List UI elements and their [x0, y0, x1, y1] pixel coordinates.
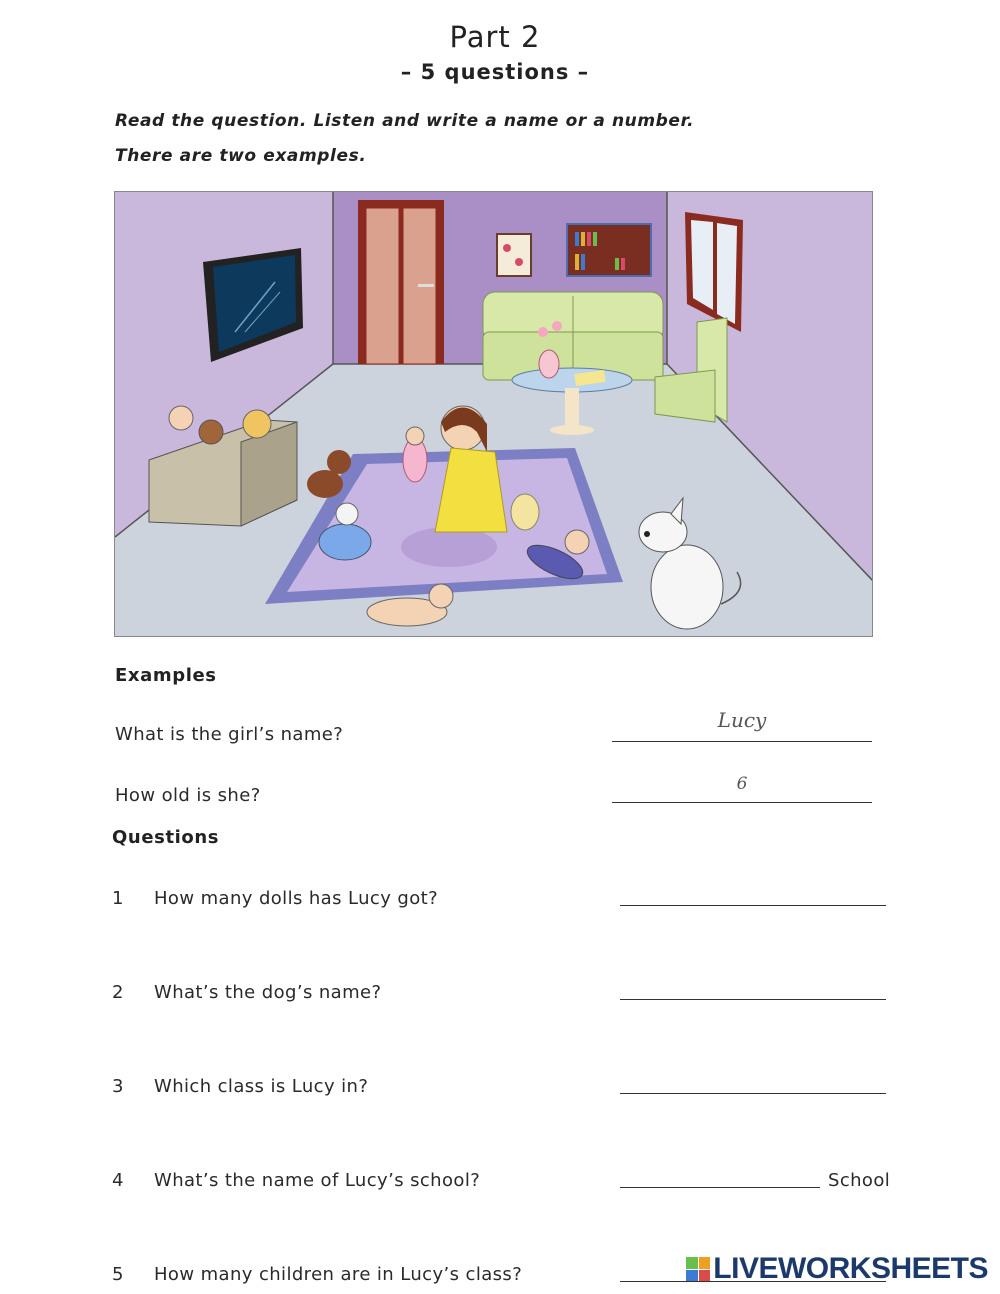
example-answer-1: Lucy — [717, 708, 767, 732]
bookshelf-icon — [567, 224, 651, 276]
liveworksheets-logo-icon — [686, 1257, 710, 1281]
question-number: 1 — [112, 888, 124, 909]
questions-heading: Questions — [112, 827, 220, 848]
example-question-1: What is the girl’s name? — [115, 724, 344, 745]
question-text: How many dolls has Lucy got? — [154, 888, 439, 909]
living-room-illustration — [114, 191, 873, 637]
liveworksheets-logo — [686, 1252, 988, 1286]
door-icon — [358, 200, 444, 364]
example-answer-line-2 — [612, 802, 872, 803]
example-answer-line-1 — [612, 741, 872, 742]
answer-input-4[interactable] — [620, 1187, 820, 1188]
question-text: What’s the dog’s name? — [154, 982, 382, 1003]
example-question-2: How old is she? — [115, 785, 261, 806]
instruction-line-2: There are two examples. — [115, 146, 367, 166]
question-text: What’s the name of Lucy’s school? — [154, 1170, 481, 1191]
question-text: Which class is Lucy in? — [154, 1076, 369, 1097]
answer-input-3[interactable] — [620, 1093, 886, 1094]
answer-suffix: School — [828, 1170, 891, 1191]
question-text: How many children are in Lucy’s class? — [154, 1264, 523, 1285]
question-number: 2 — [112, 982, 124, 1003]
page-title: Part 2 — [449, 20, 541, 54]
liveworksheets-wordmark: LIVEWORKSHEETS — [713, 1252, 988, 1285]
page-subtitle: – 5 questions – — [400, 60, 590, 84]
question-number: 3 — [112, 1076, 124, 1097]
flower-picture-icon — [497, 234, 531, 276]
question-number: 5 — [112, 1264, 124, 1285]
answer-input-2[interactable] — [620, 999, 886, 1000]
answer-input-1[interactable] — [620, 905, 886, 906]
example-answer-2: 6 — [736, 774, 748, 794]
examples-heading: Examples — [115, 665, 217, 686]
instruction-line-1: Read the question. Listen and write a name or a number. — [115, 111, 695, 131]
living-room-scene — [115, 192, 873, 637]
sofa-icon — [483, 292, 663, 380]
question-number: 4 — [112, 1170, 124, 1191]
